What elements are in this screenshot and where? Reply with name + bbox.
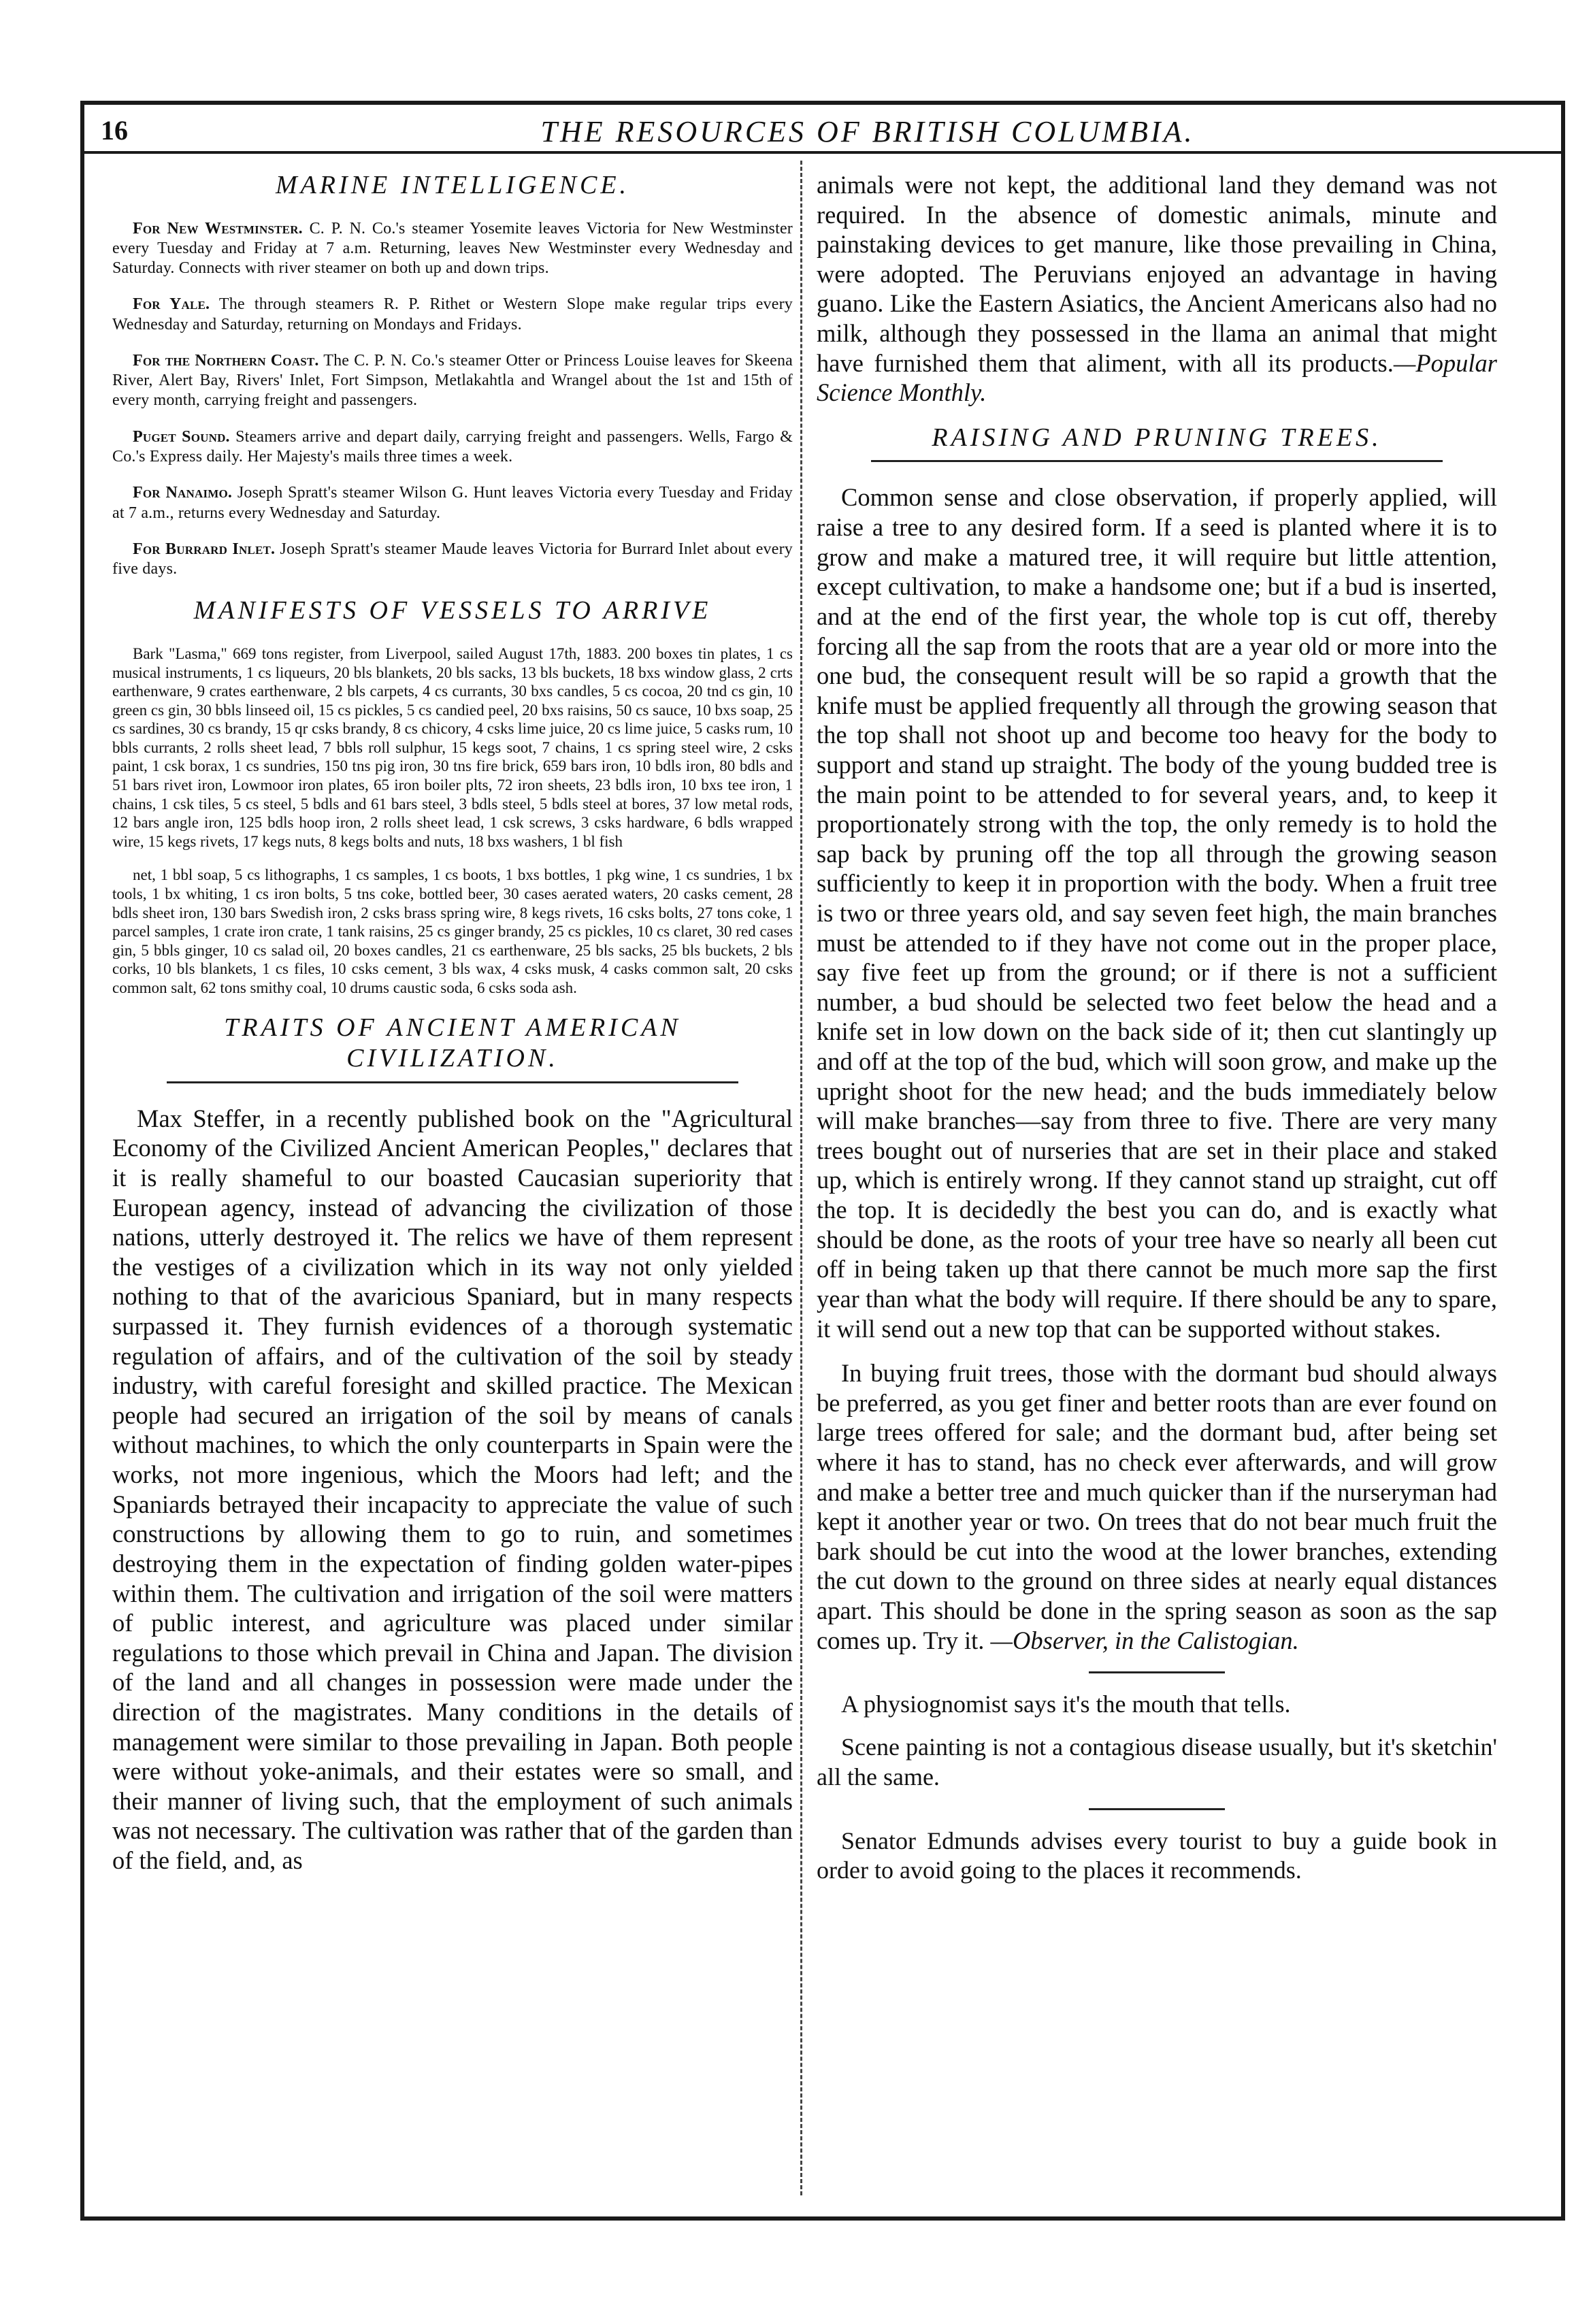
senator-edmunds-item: Senator Edmunds advises every tourist to buy a guide book in order to avoid going to the places it recommends. [817,1827,1497,1884]
item-divider [1089,1808,1225,1810]
notice-northern-coast [112,351,793,411]
item-divider [1089,1671,1225,1673]
notice-lead: For the Northern Coast. [133,351,319,370]
raising-citation: —Observer, in the Calistogian. [990,1626,1299,1654]
notice-lead: For Burrard Inlet. [133,540,276,558]
notice-text: Joseph Spratt's steamer Maude leaves Victoria for Burrard Inlet about every five days. [112,540,793,578]
scene-painting-item: Scene painting is not a contagious disease usually, but it's sketchin' all the same. [817,1733,1497,1790]
notice-new-westminster [112,219,793,279]
manifests-heading: MANIFESTS OF VESSELS TO ARRIVE [193,596,712,625]
traits-article-body: Max Steffer, in a recently published book on the "Agricultural Economy of the Civilized Ancient American Peoples," declares that it is really shameful to our boasted Caucasian superiority that European agency, instead of advancing the civilization of those nations, utterly destroyed it. The relics we have of them represent the vestiges of a civilization which in its way not only yielded nothing to that of the avaricious Spaniard, but in many respects surpassed it. They furnish evidences of a thorough systematic regulation of affairs, and of the cultivation of the soil by steady industry, with careful foresight and skilled practice. The Mexican people had secured an irrigation of the soil by means of canals without machines, to which the only counterparts in Spain were the works, not more ingenious, which the Moors had left; and the Spaniards betrayed their incapacity to appreciate the value of such constructions by allowing them to go to ruin, and sometimes destroying them in the expectation of finding golden water-pipes within them. The cultivation and irrigation of the soil were matters of public interest, and agriculture was placed under similar regulations to those which prevail in China and Japan. The division of the land and all changes in possession were made under the direction of the magistrates. Many conditions in the details of management were similar to those prevailing in Japan. Both people were without yoke-animals, and their estates were so small, and their manner of living such, that the employment of such animals was not necessary. The cultivation was rather that of the garden than of the field, and, as [112,1104,793,1875]
raising-paragraph-2-text: In buying fruit trees, those with the dormant bud should always be preferred, as you get finer and better roots than are ever found on large trees offered for sale; and the dormant bud, after being set where it has to stand, has no check ever afterwards, and will grow and make a better tree and much quicker than if the nurseryman had kept it another year or two. On trees that do not bear much fruit the bark should be cut into the wood at the lower branches, extending the cut down to the ground on three sides at nearly equal distances apart. This should be done in the spring season as soon as the sap comes up. Try it. [817,1359,1497,1654]
traits-continued-text: animals were not kept, the additional land they demand was not required. In the absence of domestic animals, minute and painstaking devices to get manure, like those prevailing in China, were adopted. The Peruvians enjoyed an advantage in having guano. Like the Eastern Asiatics, the Ancient Americans also had no milk, although they possessed in the llama an animal that might have furnished them that aliment, with all its products. [817,171,1497,377]
notice-text: C. P. N. Co.'s steamer Yosemite leaves Victoria for New Westminster every Tuesday and Friday at 7 a.m. Returning, leaves New Westminster every Wednesday and Saturday. Connects with river steamer on both up and down trips. [112,219,793,278]
notice-lead: Puget Sound. [133,427,230,446]
notice-lead: For New Westminster. [133,219,303,238]
traits-heading-line-2: CIVILIZATION. [346,1044,559,1073]
right-column [817,170,1497,1899]
left-column [112,170,793,1891]
manifest-continued: net, 1 bbl soap, 5 cs lithographs, 1 cs samples, 1 cs boots, 1 bxs bottles, 1 pkg wine, 1 cs sundries, 1 bx tools, 1 bx whiting, 1 cs iron bolts, 5 tns coke, bottled beer, 30 cases aerated waters, 20 casks cement, 28 bdls sheet iron, 130 bars Swedish iron, 2 csks brass spring wire, 8 kegs rivets, 16 csks bolts, 27 tons coke, 1 parcel samples, 1 crate iron crate, 1 tank raisins, 25 cs ginger brandy, 25 cs pickles, 10 cs claret, 30 red cases gin, 5 bbls ginger, 10 cs salad oil, 20 boxes candles, 21 cs earthenware, 25 bls sacks, 25 bls buckets, 2 bls corks, 10 bls blankets, 1 cs files, 10 csks cement, 3 bls wax, 4 csks musk, 4 casks common salt, 20 csks common salt, 62 tons smithy coal, 10 drums caustic soda, 6 csks soda ash. [112,866,793,996]
notice-lead: For Nanaimo. [133,484,233,502]
notice-text: The C. P. N. Co.'s steamer Otter or Princess Louise leaves for Skeena River, Alert Bay, Rivers' Inlet, Fort Simpson, Metlakahtla and Wrangel about the 1st and 15th of every month, carrying freight and passengers. [112,351,793,410]
notice-text: Steamers arrive and depart daily, carrying freight and passengers. Wells, Fargo & Co.'s Express daily. Her Majesty's mails three times a week. [112,427,793,465]
notice-text: The through steamers R. P. Rithet or Western Slope make regular trips every Wednesday and Saturday, returning on Mondays and Fridays. [112,295,793,333]
marine-intelligence-heading: MARINE INTELLIGENCE. [275,171,630,199]
notice-lead: For Yale. [133,295,210,314]
traits-heading [167,1013,738,1083]
physiognomist-item: A physiognomist says it's the mouth that tells. [841,1690,1291,1718]
traits-article-continued [817,170,1497,408]
raising-paragraph-2 [817,1358,1497,1655]
raising-heading: RAISING AND PRUNING TREES. [871,423,1443,463]
page-number: 16 [101,115,128,146]
notice-puget-sound [112,427,793,468]
notice-yale [112,295,793,335]
traits-citation: —Popular Science Monthly. [817,348,1497,407]
header-rule [80,151,1565,154]
column-divider [800,161,802,2195]
raising-paragraph-1: Common sense and close observation, if properly applied, will raise a tree to any desired form. If a seed is planted where it is to grow and make a matured tree, it will require but little attention, except cultivation, to make a handsome one; but if a bud is inserted, and at the end of the first year, the whole top is cut off, thereby forcing all the sap from the roots that are a year old or more into the one bud, the consequent result will be so rapid a growth that the knife must be applied frequently all through the growing season that the top shall not shoot up and become too heavy for the body to support and stand up straight. The body of the young budded tree is the main point to be attended to for several years, and, to keep it proportionately strong with the top, the only remedy is to hold the sap back by pruning off the top all through the growing season sufficiently to keep it in proportion with the body. When a fruit tree is two or three years old, and say seven feet high, the main branches must be attended to if they have not come out in the proper place, say five feet up from the ground; or if there is not a sufficient number, a bud should be selected two feet below the head and a knife set in low down on the back side of it; then cut slantingly up and off at the top of the bud, which will soon grow, and make up the upright shoot for the new head; and the buds immediately below will make branches—say from three to five. There are very many trees bought out of nurseries that are set in their place and staked up, which is entirely wrong. If they cannot stand up straight, cut off the top. It is decidedly the best you can do, and is exactly what should be done, as the roots of your tree have so nearly all been cut off in being taken up that there cannot be much more sap the first year than what the body will require. If there should be any to spare, it will send out a new top that can be supported without stakes. [817,483,1497,1343]
notice-nanaimo [112,483,793,523]
traits-heading-line-1: TRAITS OF ANCIENT AMERICAN [224,1013,681,1042]
running-head: THE RESOURCES OF BRITISH COLUMBIA. [540,115,1195,148]
manifest-lasma: Bark "Lasma," 669 tons register, from Liverpool, sailed August 17th, 1883. 200 boxes tin plates, 1 cs musical instruments, 1 cs liqueurs, 20 bls blankets, 20 bls sacks, 13 bls buckets, 18 bxs window glass, 2 crts earthenware, 9 crates earthenware, 2 bls carpets, 4 cs currants, 30 bxs candles, 5 cs cocoa, 20 tnd cs gin, 10 green cs gin, 30 bbls linseed oil, 15 cs pickles, 5 cs candied peel, 20 bxs raisins, 50 cs sauce, 10 bxs soap, 25 cs sardines, 30 cs brandy, 15 qr csks brandy, 8 cs chicory, 4 csks lime juice, 20 cs lime juice, 5 casks rum, 10 bbls currants, 2 rolls sheet lead, 7 bbls roll sulphur, 15 kegs soot, 7 chains, 1 cs spring steel wire, 2 csks paint, 1 csk borax, 1 cs sundries, 150 tns pig iron, 30 tns fire brick, 659 bars iron, 10 bdls iron, 80 bdls and 51 bars rivet iron, Lowmoor iron plates, 65 iron boiler plts, 72 iron sheets, 23 bdls iron, 10 bxs tee iron, 1 chains, 1 csk tiles, 5 cs steel, 5 bdls and 61 bars steel, 3 bdls steel, 5 bdls steel at bores, 37 low metal rods, 12 bars angle iron, 125 bdls hoop iron, 2 rolls sheet lead, 1 csk screws, 3 csks hardware, 6 bdls wrapped wire, 15 kegs rivets, 17 kegs nuts, 8 kegs bolts and nuts, 18 bxs washers, 1 bl fish [112,644,793,850]
notice-text: Joseph Spratt's steamer Wilson G. Hunt leaves Victoria every Tuesday and Friday at 7 a.m., returns every Wednesday and Saturday. [112,484,793,522]
notice-burrard-inlet [112,540,793,580]
